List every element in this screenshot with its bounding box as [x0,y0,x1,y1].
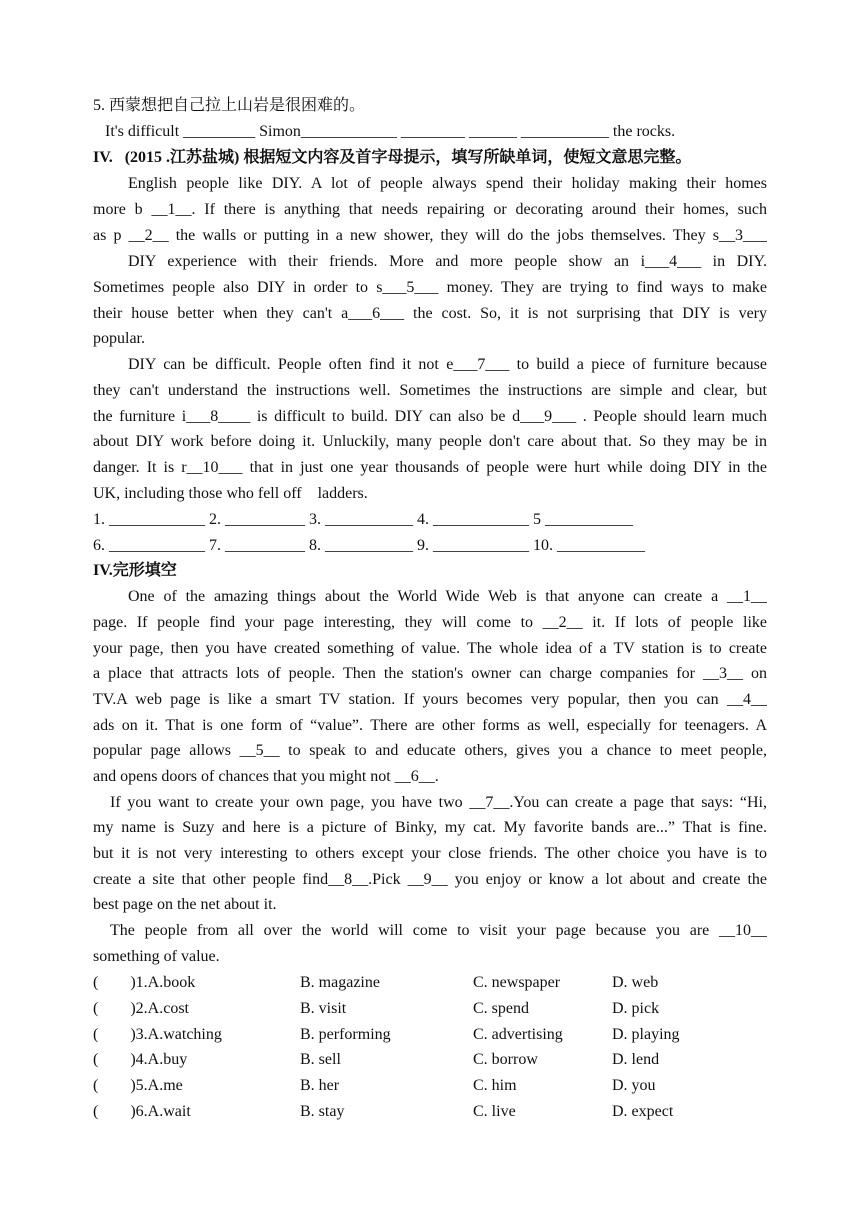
option-b: B. her [300,1077,340,1094]
cloze-line: best page on the net about it. [93,896,277,913]
passage-line: about DIY work before doing it. Unluckily, many people don't care about that. So they may be in [93,433,767,450]
passage-line: Sometimes people also DIY in order to s___5___ money. They are trying to find ways to make [93,279,767,296]
option-c: C. advertising [473,1026,563,1043]
passage-line: English people like DIY. A lot of people always spend their holiday making their homes [128,175,767,192]
option-row [93,1073,767,1099]
passage-line: UK, including those who fell off ladders. [93,485,368,502]
cloze-heading: IV.完形填空 [93,562,177,579]
passage-line: their house better when they can't a___6___ the cost. So, it is not surprising that DIY is very [93,305,767,322]
option-a: ( )6.A.wait [93,1103,191,1120]
cloze-line: a place that attracts lots of people. Then the station's owner can charge companies for __3__ on [93,665,767,682]
option-c: C. spend [473,1000,529,1017]
option-d: D. expect [612,1103,674,1120]
option-a: ( )5.A.me [93,1077,183,1094]
section-iv-heading: IV. (2015 .江苏盐城) 根据短文内容及首字母提示，填写所缺单词，使短文意思完整。 [93,149,692,166]
cloze-line: and opens doors of chances that you might not __6__. [93,768,439,785]
passage-line: more b __1__. If there is anything that needs repairing or decorating around their homes, such [93,201,767,218]
option-c: C. live [473,1103,516,1120]
option-row [93,996,767,1022]
option-b: B. performing [300,1026,391,1043]
passage-line: they can't understand the instructions well. Sometimes the instructions are simple and clear, but [93,382,767,399]
option-b: B. sell [300,1051,341,1068]
cloze-line: popular page allows __5__ to speak to and educate others, gives you a chance to meet people, [93,742,767,759]
option-a: ( )3.A.watching [93,1026,222,1043]
cloze-line: TV.A web page is like a smart TV station. If yours becomes very popular, then you can __4__ [93,691,767,708]
option-row [93,970,767,996]
option-d: D. pick [612,1000,660,1017]
option-row [93,1022,767,1048]
cloze-line: but it is not very interesting to others except your close friends. The other choice you have is to [93,845,767,862]
cloze-line: your page, then you have created something of value. The whole idea of a TV station is to create [93,640,767,657]
cloze-line: create a site that other people find__8__.Pick __9__ you enjoy or know a lot about and create the [93,871,767,888]
option-row [93,1099,767,1125]
option-c: C. him [473,1077,517,1094]
option-a: ( )2.A.cost [93,1000,189,1017]
item-5-chinese: 5. 西蒙想把自己拉上山岩是很困难的。 [93,97,366,114]
passage-line: DIY can be difficult. People often find it not e___7___ to build a piece of furniture because [128,356,767,373]
option-b: B. magazine [300,974,380,991]
option-row [93,1047,767,1073]
cloze-line: page. If people find your page interesting, they will come to __2__ it. If lots of people like [93,614,767,631]
option-b: B. visit [300,1000,347,1017]
passage-line: popular. [93,330,145,347]
option-b: B. stay [300,1103,345,1120]
option-d: D. playing [612,1026,680,1043]
passage-line: as p __2__ the walls or putting in a new shower, they will do the jobs themselves. They s__3___ [93,227,767,244]
cloze-line: something of value. [93,948,220,965]
cloze-line: ads on it. That is one form of “value”. There are other forms as well, especially for teenagers. A [93,717,767,734]
option-a: ( )4.A.buy [93,1051,188,1068]
option-d: D. web [612,974,659,991]
option-a: ( )1.A.book [93,974,196,991]
passage-line: danger. It is r__10___ that in just one year thousands of people were hurt while doing DIY in the [93,459,767,476]
item-5-english: It's difficult _________ Simon____________ ________ ______ ___________ the rocks. [93,123,676,140]
cloze-line: my name is Suzy and here is a picture of Binky, my cat. My favorite bands are...” That is fine. [93,819,767,836]
cloze-line: If you want to create your own page, you have two __7__.You can create a page that says: “Hi, [110,794,767,811]
option-c: C. borrow [473,1051,538,1068]
passage-line: DIY experience with their friends. More and more people show an i___4___ in DIY. [128,253,767,270]
option-c: C. newspaper [473,974,561,991]
option-d: D. you [612,1077,656,1094]
answer-blanks-row-1: 1. ____________ 2. __________ 3. ___________ 4. ____________ 5 ___________ [93,511,633,528]
passage-line: the furniture i___8____ is difficult to build. DIY can also be d___9___ . People should learn much [93,408,767,425]
cloze-line: One of the amazing things about the World Wide Web is that anyone can create a __1__ [128,588,767,605]
cloze-line: The people from all over the world will come to visit your page because you are __10__ [110,922,767,939]
answer-blanks-row-2: 6. ____________ 7. __________ 8. ___________ 9. ____________ 10. ___________ [93,537,645,554]
option-d: D. lend [612,1051,660,1068]
